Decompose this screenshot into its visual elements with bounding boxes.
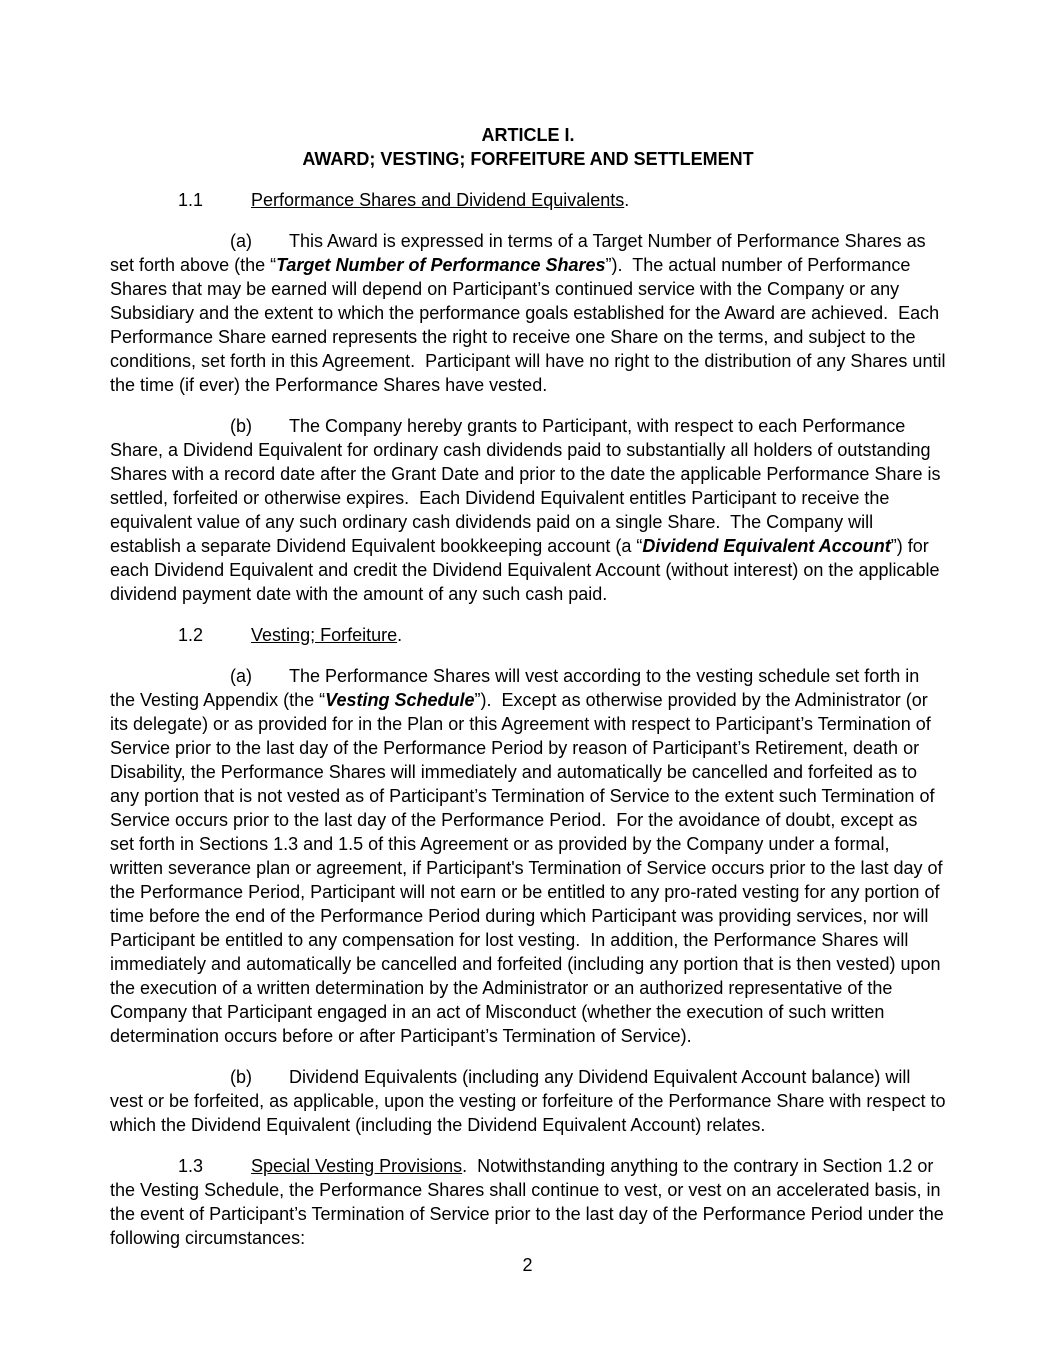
section-1-1-heading: 1.1 Performance Shares and Dividend Equivalents.: [178, 190, 630, 210]
paragraph-1-2-b: (b) Dividend Equivalents (including any Dividend Equivalent Account balance) will vest or be forfeited, as applicable, upon the vesting or forfeiture of the Performance Share with respect to which the Dividend Equivalent (including the Dividend Equivalent Account) relates.: [110, 1067, 951, 1135]
article-heading: [110, 123, 946, 171]
paragraph-1-2-a: (a) The Performance Shares will vest according to the vesting schedule set forth in the Vesting Appendix (the “Vesting Schedule”). Except as otherwise provided by the Administrator (or its delegate) or as provided for in the Plan or this Agreement with respect to Participant’s Termination of Service prior to the last day of the Performance Period by reason of Participant’s Retirement, death or Disability, the Performance Shares will immediately and automatically be cancelled and forfeited as to any portion that is not vested as of Participant’s Termination of Service to the extent such Termination of Service occurs prior to the last day of the Performance Period. For the avoidance of doubt, except as set forth in Sections 1.3 and 1.5 of this Agreement or as provided by the Company under a formal, written severance plan or agreement, if Participant's Termination of Service occurs prior to the last day of the Performance Period, Participant will not earn or be entitled to any pro-rated vesting for any portion of time before the end of the Performance Period during which Participant was providing services, nor will Participant be entitled to any compensation for lost vesting. In addition, the Performance Shares will immediately and automatically be cancelled and forfeited (including any portion that is then vested) upon the execution of a written determination by the Administrator or an authorized representative of the Company that Participant engaged in an act of Misconduct (whether the execution of such written determination occurs before or after Participant’s Termination of Service).: [110, 666, 948, 1046]
article-heading-line-1: ARTICLE I.: [481, 125, 575, 145]
page-number: 2: [522, 1255, 533, 1275]
section-1-3-paragraph: 1.3 Special Vesting Provisions. Notwithstanding anything to the contrary in Section 1.2 or the Vesting Schedule, the Performance Shares shall continue to vest, or vest on an accelerated basis, in the event of Participant’s Termination of Service prior to the last day of the Performance Period under the following circumstances:: [110, 1156, 949, 1248]
article-heading-line-2: AWARD; VESTING; FORFEITURE AND SETTLEMENT: [302, 149, 754, 169]
paragraph-1-1-a: (a) This Award is expressed in terms of a Target Number of Performance Shares as set forth above (the “Target Number of Performance Shares”). The actual number of Performance Shares that may be earned will depend on Participant’s continued service with the Company or any Subsidiary and the extent to which the performance goals established for the Award are achieved. Each Performance Share earned represents the right to receive one Share on the terms, and subject to the conditions, set forth in this Agreement. Participant will have no right to the distribution of any Shares until the time (if ever) the Performance Shares have vested.: [110, 231, 951, 395]
section-1-2-heading: 1.2 Vesting; Forfeiture.: [178, 625, 403, 645]
paragraph-1-1-b: (b) The Company hereby grants to Participant, with respect to each Performance Share, a Dividend Equivalent for ordinary cash dividends paid to substantially all holders of outstanding Shares with a record date after the Grant Date and prior to the date the applicable Performance Share is settled, forfeited or otherwise expires. Each Dividend Equivalent entitles Participant to receive the equivalent value of any such ordinary cash dividends paid on a single Share. The Company will establish a separate Dividend Equivalent bookkeeping account (a “Dividend Equivalent Account”) for each Dividend Equivalent and credit the Dividend Equivalent Account (without interest) on the applicable dividend payment date with the amount of any such cash paid.: [110, 416, 946, 604]
document-content: [110, 123, 951, 1250]
